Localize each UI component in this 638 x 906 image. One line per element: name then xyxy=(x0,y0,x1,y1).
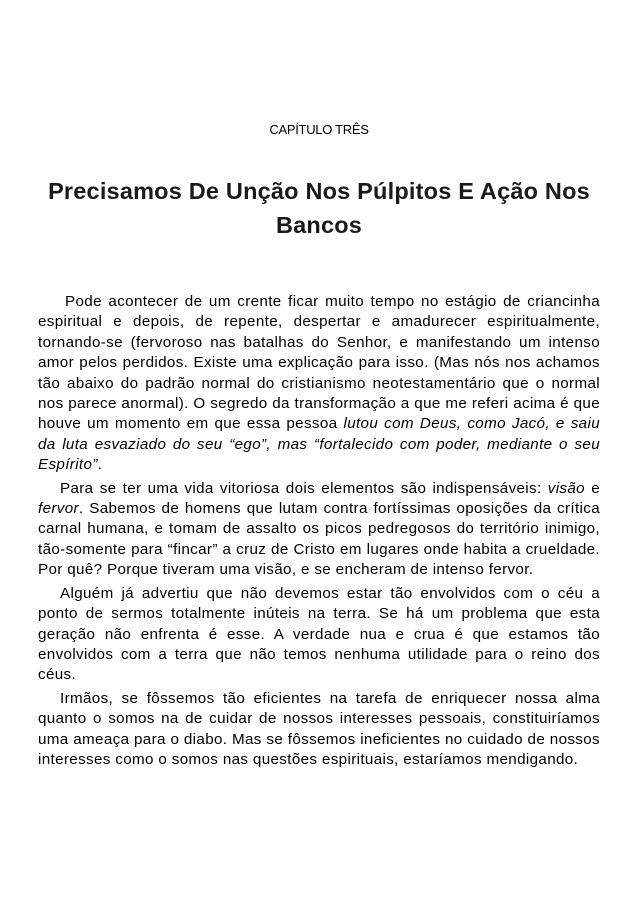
chapter-body xyxy=(38,292,600,770)
paragraph-4-text: Irmãos, se fôssemos tão eficientes na tarefa de enriquecer nossa alma quanto o somos na de cuidar de nossos interesses pessoais, constituiríamos uma ameaça para o diabo. Mas se fôssemos ineficientes no cuidado de nossos interesses como o somos nas questões espirituais, estaríamos mendigando. xyxy=(38,689,600,768)
paragraph-3 xyxy=(38,584,600,686)
paragraph-1-end: . xyxy=(97,456,103,474)
chapter-title: Precisamos De Unção Nos Púlpitos E Ação Nos Bancos xyxy=(48,178,590,238)
paragraph-2-conjunction: e xyxy=(584,479,600,497)
paragraph-2-text: Para se ter uma vida vitoriosa dois elementos são indispensáveis: xyxy=(60,479,548,497)
paragraph-4 xyxy=(38,689,600,771)
chapter-label: CAPÍTULO TRÊS xyxy=(269,122,369,137)
paragraph-2-italic-visao: visão xyxy=(547,479,585,497)
paragraph-3-text: Alguém já advertiu que não devemos estar tão envolvidos com o céu a ponto de sermos totalmente inúteis na terra. Se há um problema que esta geração não enfrenta é esse. A verdade nua e crua é que estamos tão envolvidos com a terra que não temos nenhuma utilidade para o reino dos céus. xyxy=(38,584,600,684)
paragraph-1-italic: lutou com Deus, como Jacó, e saiu da luta esvaziado do seu “ego”, mas “fortalecido com poder, mediante o seu Espírito” xyxy=(38,415,600,474)
paragraph-2-rest: . Sabemos de homens que lutam contra fortíssimas oposições da crítica carnal humana, e tomam de assalto os picos pedregosos do território inimigo, tão-somente para “fincar” a cruz de Cristo em lugares onde habita a crueldade. Por quê? Porque tiveram uma visão, e se encheram de intenso fervor. xyxy=(38,500,600,579)
paragraph-2-italic-fervor: fervor xyxy=(38,500,79,518)
paragraph-1 xyxy=(38,292,600,476)
paragraph-2 xyxy=(38,479,600,581)
paragraph-1-text: Pode acontecer de um crente ficar muito tempo no estágio de criancinha espiritual e depois, de repente, despertar e amadurecer espiritualmente, tornando-se (fervoroso nas batalhas do Senhor, e manifestando um intenso amor pelos perdidos. Existe uma explicação para isso. (Mas nós nos achamos tão abaixo do padrão normal do cristianismo neotestamentário que o normal nos parece anormal). O segredo da transformação a que me referi acima é que houve um momento em que essa pessoa xyxy=(38,293,600,433)
